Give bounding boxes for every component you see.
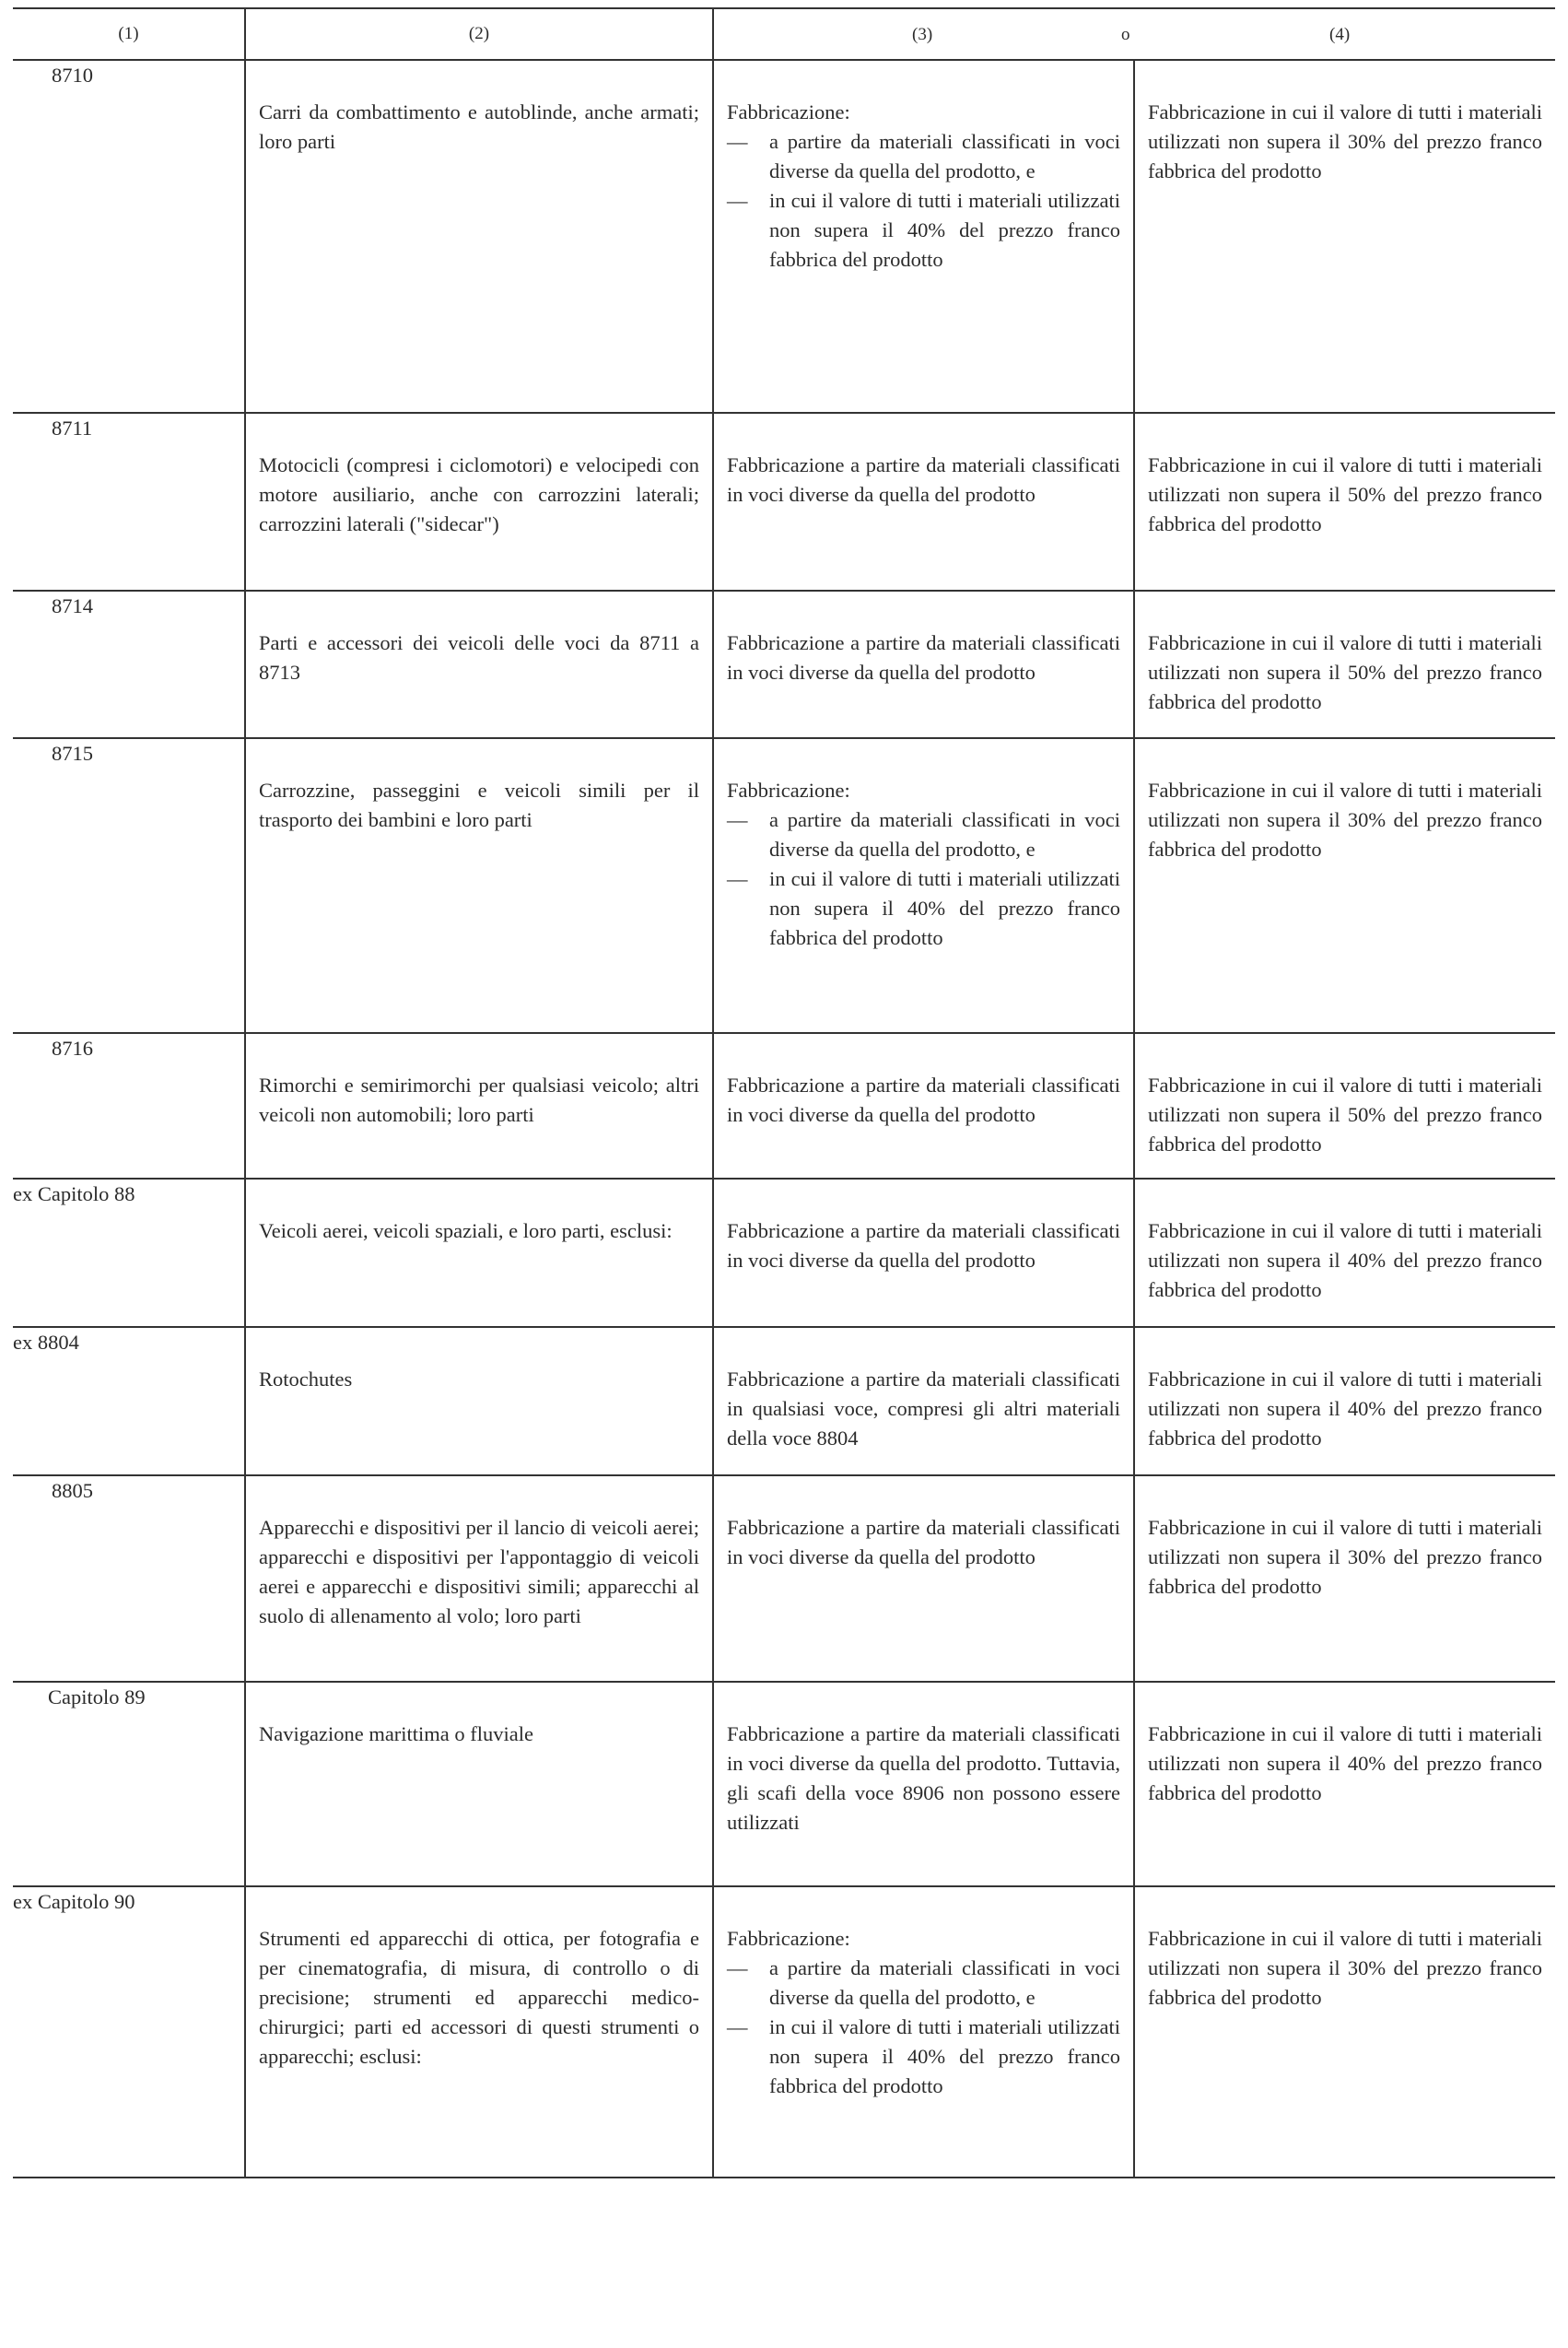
header-col-1: (1) [13, 8, 245, 60]
row-description: Motocicli (compresi i ciclomotori) e velocipedi con motore ausiliario, anche con carrozzini laterali; carrozzini laterali ("sidecar") [245, 413, 713, 591]
row-col3-conditions [727, 1954, 1120, 2101]
condition-item: — in cui il valore di tutti i materiali utilizzati non supera il 40% del prezzo franco fabbrica del prodotto [727, 2013, 1120, 2101]
row-code: ex 8804 [13, 1327, 245, 1475]
row-col4: Fabbricazione in cui il valore di tutti i materiali utilizzati non supera il 40% del prezzo franco fabbrica del prodotto [1134, 1682, 1555, 1886]
row-code: 8715 [13, 738, 245, 1033]
row-col3: Fabbricazione a partire da materiali classificati in voci diverse da quella del prodotto [713, 413, 1134, 591]
row-description: Navigazione marittima o fluviale [245, 1682, 713, 1886]
row-col3: Fabbricazione a partire da materiali classificati in voci diverse da quella del prodotto [713, 1475, 1134, 1682]
row-col4: Fabbricazione in cui il valore di tutti i materiali utilizzati non supera il 50% del prezzo franco fabbrica del prodotto [1134, 413, 1555, 591]
header-col-2: (2) [245, 8, 713, 60]
row-description: Veicoli aerei, veicoli spaziali, e loro parti, esclusi: [245, 1179, 713, 1327]
row-description: Carrozzine, passeggini e veicoli simili per il trasporto dei bambini e loro parti [245, 738, 713, 1033]
condition-item: — in cui il valore di tutti i materiali utilizzati non supera il 40% del prezzo franco fabbrica del prodotto [727, 186, 1120, 275]
row-col4: Fabbricazione in cui il valore di tutti i materiali utilizzati non supera il 40% del prezzo franco fabbrica del prodotto [1134, 1179, 1555, 1327]
table-header [13, 8, 1555, 60]
row-col3: Fabbricazione a partire da materiali classificati in qualsiasi voce, compresi gli altri materiali della voce 8804 [713, 1327, 1134, 1475]
row-col3-conditions [727, 805, 1120, 953]
row-col4: Fabbricazione in cui il valore di tutti i materiali utilizzati non supera il 30% del prezzo franco fabbrica del prodotto [1134, 1886, 1555, 2178]
row-col3: Fabbricazione a partire da materiali classificati in voci diverse da quella del prodotto [713, 1179, 1134, 1327]
header-col-3-4 [713, 8, 1555, 60]
condition-item: — a partire da materiali classificati in voci diverse da quella del prodotto, e [727, 127, 1120, 186]
row-col3-conditions [727, 127, 1120, 275]
row-col3-lead: Fabbricazione: [727, 1927, 850, 1950]
table-body [13, 60, 1555, 2178]
row-description: Carri da combattimento e autoblinde, anche armati; loro parti [245, 60, 713, 413]
table-row [13, 1033, 1555, 1179]
table-row [13, 1475, 1555, 1682]
table-row [13, 1886, 1555, 2178]
condition-item: — a partire da materiali classificati in voci diverse da quella del prodotto, e [727, 805, 1120, 864]
row-code: ex Capitolo 90 [13, 1886, 245, 2178]
header-or: o [1121, 25, 1130, 44]
row-col3 [713, 60, 1134, 413]
row-col4: Fabbricazione in cui il valore di tutti i materiali utilizzati non supera il 30% del prezzo franco fabbrica del prodotto [1134, 1475, 1555, 1682]
table-row [13, 1682, 1555, 1886]
row-col3 [713, 738, 1134, 1033]
row-col4: Fabbricazione in cui il valore di tutti i materiali utilizzati non supera il 50% del prezzo franco fabbrica del prodotto [1134, 591, 1555, 738]
row-col3: Fabbricazione a partire da materiali classificati in voci diverse da quella del prodotto [713, 1033, 1134, 1179]
header-col-3: (3) [912, 25, 933, 44]
table-row [13, 1179, 1555, 1327]
row-code: Capitolo 89 [13, 1682, 245, 1886]
row-col3: Fabbricazione a partire da materiali classificati in voci diverse da quella del prodotto. Tuttavia, gli scafi della voce 8906 non possono essere utilizzati [713, 1682, 1134, 1886]
row-code: 8714 [13, 591, 245, 738]
row-description: Apparecchi e dispositivi per il lancio di veicoli aerei; apparecchi e dispositivi per l'appontaggio di veicoli aerei e apparecchi e dispositivi simili; apparecchi al suolo di allenamento al volo; loro parti [245, 1475, 713, 1682]
row-description: Rotochutes [245, 1327, 713, 1475]
row-col3-lead: Fabbricazione: [727, 779, 850, 802]
row-description: Rimorchi e semirimorchi per qualsiasi veicolo; altri veicoli non automobili; loro parti [245, 1033, 713, 1179]
table-row [13, 591, 1555, 738]
row-col3 [713, 1886, 1134, 2178]
row-col4: Fabbricazione in cui il valore di tutti i materiali utilizzati non supera il 50% del prezzo franco fabbrica del prodotto [1134, 1033, 1555, 1179]
condition-item: — a partire da materiali classificati in voci diverse da quella del prodotto, e [727, 1954, 1120, 2013]
row-col4: Fabbricazione in cui il valore di tutti i materiali utilizzati non supera il 30% del prezzo franco fabbrica del prodotto [1134, 60, 1555, 413]
table-row [13, 1327, 1555, 1475]
row-description: Strumenti ed apparecchi di ottica, per fotografia e per cinematografia, di misura, di controllo o di precisione; strumenti ed apparecchi medico-chirurgici; parti ed accessori di questi strumenti o apparecchi; esclusi: [245, 1886, 713, 2178]
header-col-4: (4) [1329, 25, 1351, 44]
row-description: Parti e accessori dei veicoli delle voci da 8711 a 8713 [245, 591, 713, 738]
table-row [13, 413, 1555, 591]
condition-item: — in cui il valore di tutti i materiali utilizzati non supera il 40% del prezzo franco fabbrica del prodotto [727, 864, 1120, 953]
row-code: 8716 [13, 1033, 245, 1179]
row-col4: Fabbricazione in cui il valore di tutti i materiali utilizzati non supera il 40% del prezzo franco fabbrica del prodotto [1134, 1327, 1555, 1475]
rules-table [13, 7, 1555, 2178]
row-code: ex Capitolo 88 [13, 1179, 245, 1327]
row-col3: Fabbricazione a partire da materiali classificati in voci diverse da quella del prodotto [713, 591, 1134, 738]
row-col4: Fabbricazione in cui il valore di tutti i materiali utilizzati non supera il 30% del prezzo franco fabbrica del prodotto [1134, 738, 1555, 1033]
table-row [13, 60, 1555, 413]
row-code: 8805 [13, 1475, 245, 1682]
row-code: 8711 [13, 413, 245, 591]
row-col3-lead: Fabbricazione: [727, 100, 850, 123]
table-row [13, 738, 1555, 1033]
row-code: 8710 [13, 60, 245, 413]
